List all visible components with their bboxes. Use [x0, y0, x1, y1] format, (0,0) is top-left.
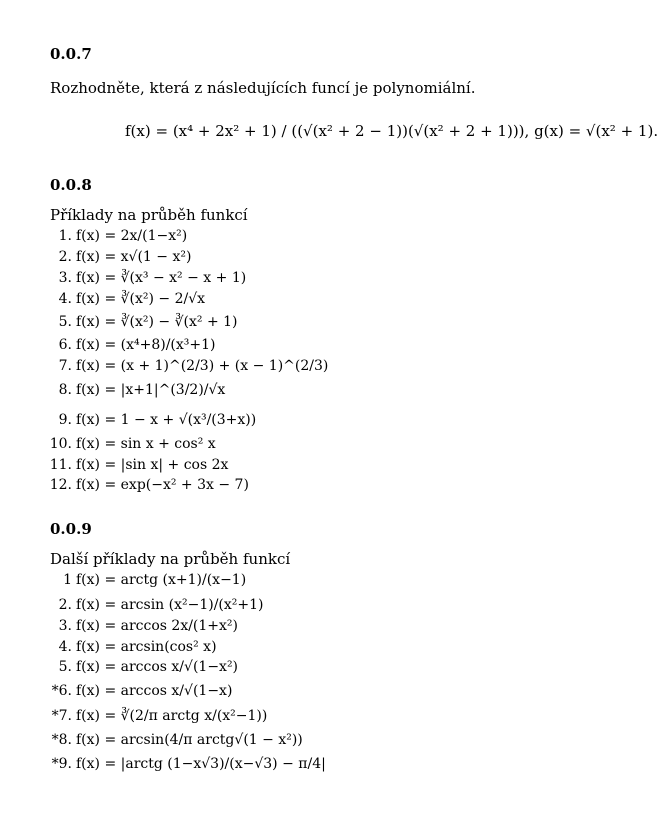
- item-number: 9.: [58, 412, 72, 428]
- list-item: [32, 639, 217, 655]
- item-number: *8.: [51, 732, 72, 748]
- item-number: *6.: [51, 683, 72, 699]
- list-item: [32, 337, 216, 353]
- item-number: 1.: [58, 228, 72, 244]
- section-intro-0-0-7: Rozhodněte, která z následujících funcí je polynomiální.: [50, 79, 476, 97]
- list-item: [32, 249, 191, 265]
- item-number: 11.: [49, 457, 72, 473]
- item-formula: f(x) = x√(1 − x²): [76, 249, 192, 265]
- item-formula: f(x) = exp(−x² + 3x − 7): [76, 477, 249, 493]
- item-formula: f(x) = arcsin(4/π arctg√(1 − x²)): [76, 732, 303, 748]
- list-item: [32, 291, 205, 307]
- item-formula: f(x) = 1 − x + √(x³/(3+x)): [76, 412, 257, 428]
- item-formula: f(x) = ∛(x²) − 2/√x: [76, 291, 206, 307]
- item-number: 1: [63, 572, 72, 588]
- item-formula: f(x) = (x + 1)^(2/3) + (x − 1)^(2/3): [76, 358, 329, 374]
- section-heading-0-0-9: 0.0.9: [50, 520, 92, 538]
- list-item: [32, 683, 232, 699]
- item-number: 2.: [58, 249, 72, 265]
- section-intro-0-0-9: Další příklady na průběh funkcí: [50, 550, 291, 568]
- list-item: [32, 436, 216, 452]
- display-formula: f(x) = (x⁴ + 2x² + 1) / ((√(x² + 2 − 1))(√(x² + 2 + 1))), g(x) = √(x² + 1).: [125, 122, 658, 140]
- list-item: [32, 314, 238, 330]
- list-item: [32, 659, 238, 675]
- list-item: [32, 597, 264, 613]
- item-formula: f(x) = arccos x/√(1−x): [76, 683, 233, 699]
- item-number: 3.: [58, 270, 72, 286]
- item-number: 8.: [58, 382, 72, 398]
- list-item: [32, 477, 249, 493]
- list-item: [32, 358, 328, 374]
- item-number: *7.: [51, 708, 72, 724]
- section-heading-0-0-8: 0.0.8: [50, 176, 92, 194]
- item-number: 4.: [58, 291, 72, 307]
- item-number: *9.: [51, 756, 72, 772]
- item-number: 5.: [58, 659, 72, 675]
- item-formula: f(x) = |sin x| + cos 2x: [76, 457, 229, 473]
- item-formula: f(x) = ∛(x²) − ∛(x² + 1): [76, 314, 238, 330]
- item-formula: f(x) = arccos x/√(1−x²): [76, 659, 239, 675]
- item-formula: f(x) = |x+1|^(3/2)/√x: [76, 382, 226, 398]
- item-number: 3.: [58, 618, 72, 634]
- section-intro-0-0-8: Příklady na průběh funkcí: [50, 206, 248, 224]
- list-item: [32, 732, 303, 748]
- list-item: [32, 382, 225, 398]
- item-formula: f(x) = (x⁴+8)/(x³+1): [76, 337, 216, 353]
- item-formula: f(x) = arctg (x+1)/(x−1): [76, 572, 247, 588]
- list-item: [32, 228, 187, 244]
- item-formula: f(x) = arcsin(cos² x): [76, 639, 217, 655]
- section-heading-0-0-7: 0.0.7: [50, 45, 92, 63]
- item-number: 4.: [58, 639, 72, 655]
- item-formula: f(x) = ∛(x³ − x² − x + 1): [76, 270, 247, 286]
- list-item: [32, 412, 256, 428]
- list-item: [32, 270, 246, 286]
- item-number: 10.: [49, 436, 72, 452]
- item-number: 6.: [58, 337, 72, 353]
- list-item: [32, 457, 228, 473]
- list-item: [32, 756, 326, 772]
- item-number: 12.: [49, 477, 72, 493]
- item-formula: f(x) = 2x/(1−x²): [76, 228, 188, 244]
- list-item: [32, 618, 238, 634]
- item-number: 2.: [58, 597, 72, 613]
- item-formula: f(x) = sin x + cos² x: [76, 436, 216, 452]
- item-formula: f(x) = arccos 2x/(1+x²): [76, 618, 239, 634]
- item-formula: f(x) = arcsin (x²−1)/(x²+1): [76, 597, 264, 613]
- item-number: 7.: [58, 358, 72, 374]
- item-number: 5.: [58, 314, 72, 330]
- item-formula: f(x) = ∛(2/π arctg x/(x²−1)): [76, 708, 268, 724]
- list-item: [32, 572, 246, 588]
- list-item: [32, 708, 267, 724]
- item-formula: f(x) = |arctg (1−x√3)/(x−√3) − π/4|: [76, 756, 326, 772]
